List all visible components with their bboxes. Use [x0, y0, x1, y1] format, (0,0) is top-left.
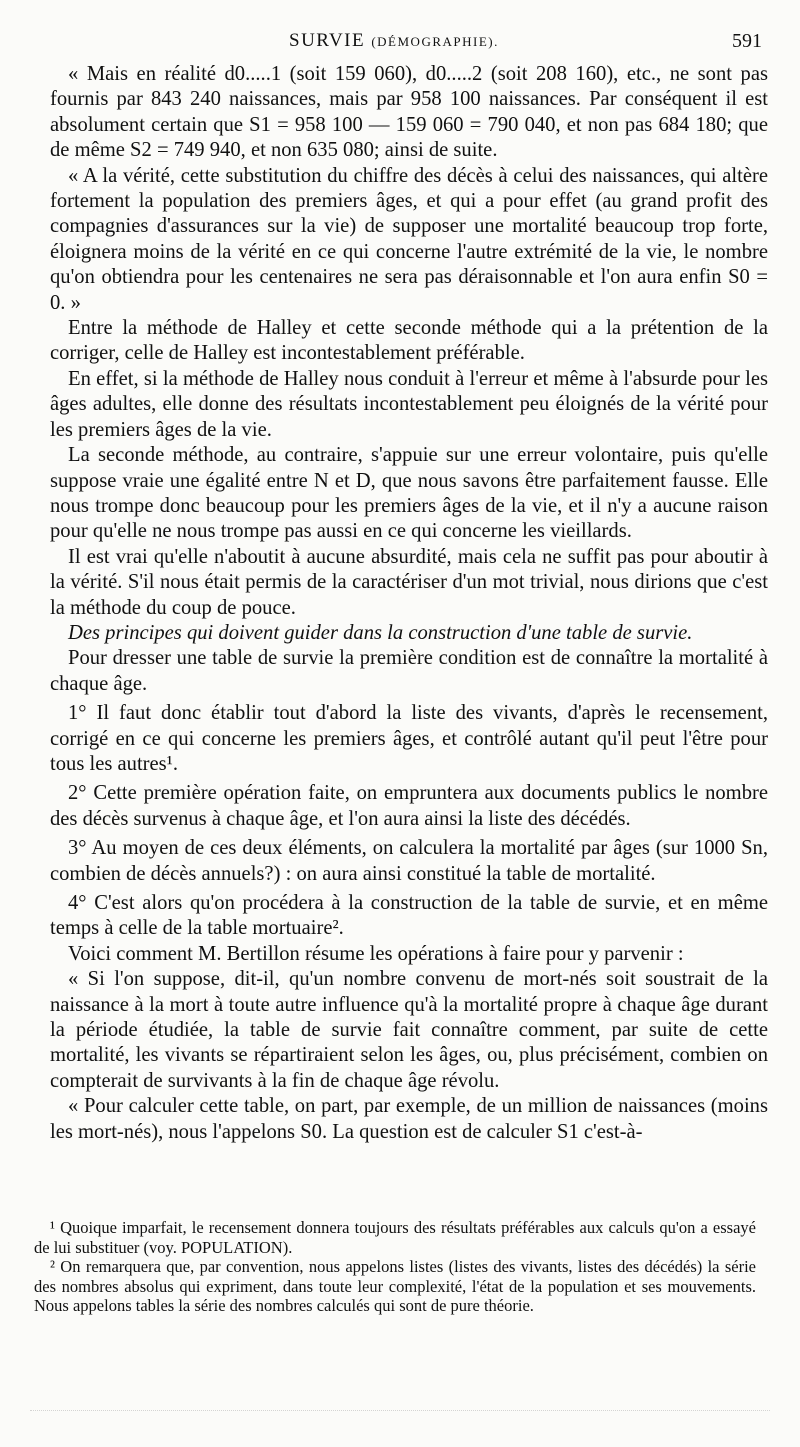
- page-number: 591: [732, 30, 762, 52]
- footnotes: [34, 1218, 756, 1316]
- paragraph: La seconde méthode, au contraire, s'appuie sur une erreur volontaire, puis qu'elle suppose vraie une égalité entre N et D, que nous savons être parfaitement fausse. Elle nous trompe donc beaucoup pour les premiers âges de la vie, et il n'y a aucune raison pour qu'elle ne nous trompe pas aussi en ce qui concerne les vieillards.: [50, 444, 768, 543]
- paragraph: « A la vérité, cette substitution du chiffre des décès à celui des naissances, qui altère fortement la population des premiers âges, et qui a pour effet (au grand profit des compagnies d'assurances sur la vie) de supposer une mortalité beaucoup trop forte, éloignera moins de la vérité en ce qui concerne l'autre extrémité de la vie, le nombre qu'on obtiendra pour les centenaires ne sera pas déraisonnable et l'on aura enfin S0 = 0. »: [50, 164, 768, 314]
- paragraph: Il est vrai qu'elle n'aboutit à aucune absurdité, mais cela ne suffit pas pour aboutir à la vérité. S'il nous était permis de la caractériser d'un mot trivial, nous dirions que c'est la méthode du coup de pouce.: [50, 545, 768, 619]
- list-item: 4° C'est alors qu'on procédera à la construction de la table de survie, et en même temps à celle de la table mortuaire².: [50, 892, 768, 940]
- paragraph: « Mais en réalité d0.....1 (soit 159 060), d0.....2 (soit 208 160), etc., ne sont pas fournis par 843 240 naissances, mais par 958 100 naissances. Par conséquent il est absolument certain que S1 = 958 100 — 159 060 = 790 040, et non pas 684 180; que de même S2 = 749 940, et non 635 080; ainsi de suite.: [50, 63, 768, 162]
- running-title-main: SURVIE: [289, 30, 366, 51]
- paragraph: En effet, si la méthode de Halley nous conduit à l'erreur et même à l'absurde pour les âges adultes, elle donne des résultats incontestablement peu éloignés de la vérité pour les premiers âges de la vie.: [50, 367, 768, 441]
- body-text: [50, 62, 768, 1145]
- footnote: ² On remarquera que, par convention, nous appelons listes (listes des vivants, listes des décédés) la série des nombres absolus qui expriment, dans toute leur complexité, l'état de la population et ses mouvements. Nous appelons tables la série des nombres calculés qui sont de pure théorie.: [34, 1257, 756, 1316]
- paragraph: « Si l'on suppose, dit-il, qu'un nombre convenu de mort-nés soit soustrait de la naissance à la mort à toute autre influence qu'à la mortalité propre à chaque âge durant la période étudiée, la table de survie fait connaître comment, par suite de cette mortalité, les vivants se répartiraient selon les âges, ou, plus précisément, combien on compterait de survivants à la fin de chaque âge révolu.: [50, 968, 768, 1092]
- running-title-sub: (DÉMOGRAPHIE).: [371, 34, 499, 49]
- scan-artifact: [30, 1410, 770, 1415]
- list-item: 2° Cette première opération faite, on empruntera aux documents publics le nombre des décès survenus à chaque âge, et l'on aura ainsi la liste des décédés.: [50, 782, 768, 830]
- paragraph: Pour dresser une table de survie la première condition est de connaître la mortalité à chaque âge.: [50, 647, 768, 695]
- list-item: 1° Il faut donc établir tout d'abord la liste des vivants, d'après le recensement, corrigé en ce qui concerne les premiers âges, et contrôlé autant qu'il peut l'être pour tous les autres¹.: [50, 702, 768, 775]
- paragraph: Voici comment M. Bertillon résume les opérations à faire pour y parvenir :: [68, 942, 684, 965]
- paragraph: « Pour calculer cette table, on part, par exemple, de un million de naissances (moins les mort-nés), nous l'appelons S0. La question est de calculer S1 c'est-à-: [50, 1095, 768, 1143]
- page-header: [0, 30, 800, 56]
- paragraph: Entre la méthode de Halley et cette seconde méthode qui a la prétention de la corriger, celle de Halley est incontestablement préférable.: [50, 317, 768, 365]
- running-title: [289, 30, 499, 52]
- footnote: ¹ Quoique imparfait, le recensement donnera toujours des résultats préférables aux calculs qu'on a essayé de lui substituer (voy. POPULATION).: [34, 1218, 756, 1257]
- list-item: 3° Au moyen de ces deux éléments, on calculera la mortalité par âges (sur 1000 Sn, combien de décès annuels?) : on aura ainsi constitué la table de mortalité.: [50, 837, 768, 885]
- section-heading: Des principes qui doivent guider dans la construction d'une table de survie.: [68, 621, 693, 644]
